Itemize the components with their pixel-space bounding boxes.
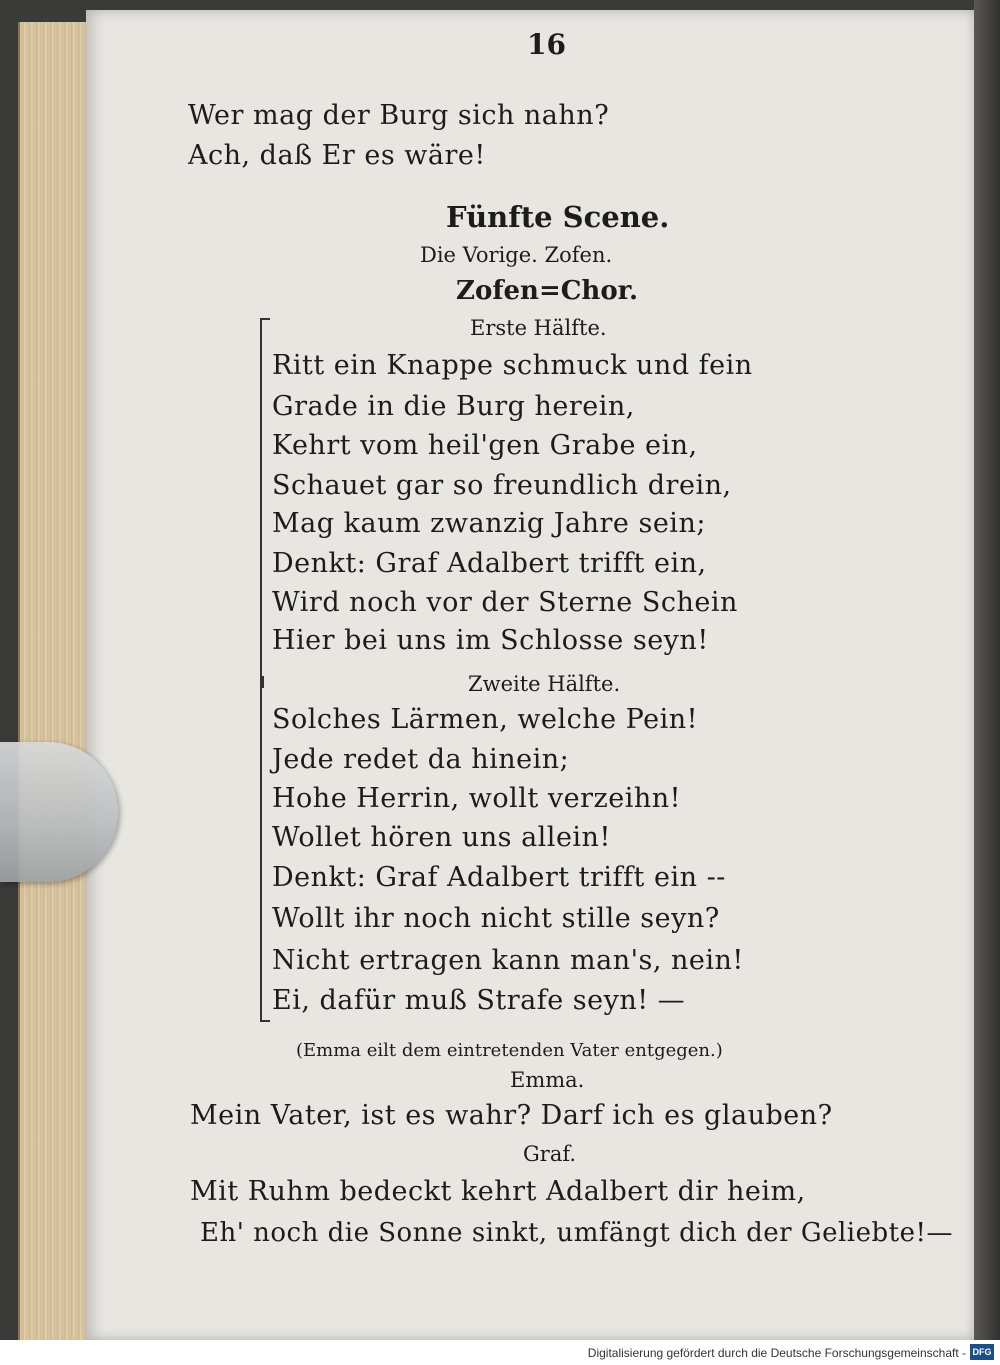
first-half-label: Erste Hälfte. bbox=[470, 316, 607, 340]
stage-direction: (Emma eilt dem eintretenden Vater entgegen.) bbox=[296, 1040, 723, 1061]
verse-line: Hier bei uns im Schlosse seyn! bbox=[272, 625, 709, 656]
page-edges bbox=[18, 22, 90, 1340]
graf-line: Eh' noch die Sonne sinkt, umfängt dich der Geliebte!— bbox=[200, 1218, 953, 1248]
verse-line: Wollt ihr noch nicht stille seyn? bbox=[272, 903, 720, 934]
persons-line: Die Vorige. Zofen. bbox=[420, 243, 613, 267]
speaker-emma: Emma. bbox=[510, 1068, 585, 1092]
footer-credit: Digitalisierung gefördert durch die Deutsche Forschungsgemeinschaft - bbox=[587, 1346, 966, 1360]
page-number: 16 bbox=[527, 28, 566, 61]
speaker-graf: Graf. bbox=[523, 1142, 577, 1166]
verse-line: Kehrt vom heil'gen Grabe ein, bbox=[272, 430, 698, 461]
chorus-bracket bbox=[260, 318, 270, 1022]
second-half-label: Zweite Hälfte. bbox=[468, 672, 621, 696]
verse-line: Solches Lärmen, welche Pein! bbox=[272, 704, 698, 735]
verse-line: Ei, dafür muß Strafe seyn! — bbox=[272, 985, 686, 1016]
binding-shadow bbox=[974, 0, 1000, 1340]
verse-line: Wollet hören uns allein! bbox=[272, 822, 611, 853]
verse-line: Schauet gar so freundlich drein, bbox=[272, 470, 732, 501]
chorus-title: Zofen=Chor. bbox=[456, 276, 639, 306]
emma-line: Mein Vater, ist es wahr? Darf ich es glauben? bbox=[190, 1100, 833, 1131]
scene-title: Fünfte Scene. bbox=[446, 200, 670, 234]
verse-line: Hohe Herrin, wollt verzeihn! bbox=[272, 783, 681, 814]
dfg-logo-icon: DFG bbox=[970, 1344, 994, 1360]
verse-line: Mag kaum zwanzig Jahre sein; bbox=[272, 508, 706, 539]
bracket-tip bbox=[254, 676, 264, 688]
verse-line: Ach, daß Er es wäre! bbox=[188, 140, 486, 171]
verse-line: Denkt: Graf Adalbert trifft ein -- bbox=[272, 862, 726, 893]
graf-line: Mit Ruhm bedeckt kehrt Adalbert dir heim, bbox=[190, 1176, 806, 1207]
verse-line: Jede redet da hinein; bbox=[272, 744, 570, 775]
verse-line: Wer mag der Burg sich nahn? bbox=[188, 100, 610, 131]
verse-line: Grade in die Burg herein, bbox=[272, 391, 635, 422]
verse-line: Nicht ertragen kann man's, nein! bbox=[272, 945, 744, 976]
verse-line: Denkt: Graf Adalbert trifft ein, bbox=[272, 548, 707, 579]
verse-line: Ritt ein Knappe schmuck und fein bbox=[272, 350, 753, 381]
verse-line: Wird noch vor der Sterne Schein bbox=[272, 587, 738, 618]
